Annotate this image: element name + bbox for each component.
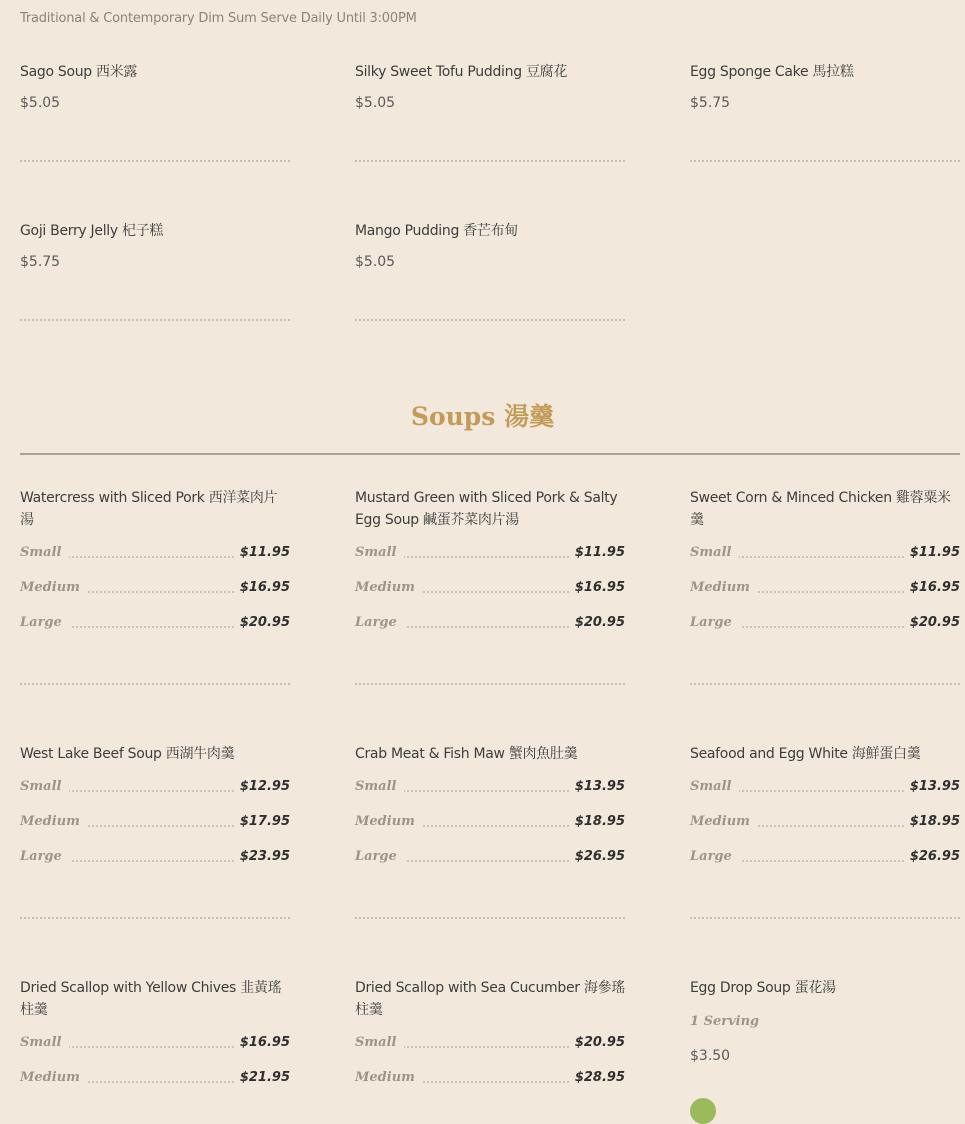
- item-price: $3.50: [690, 1048, 731, 1064]
- item-separator: [20, 160, 290, 162]
- size-label: Medium: [355, 814, 423, 829]
- size-option[interactable]: [690, 814, 960, 849]
- size-option[interactable]: [355, 814, 625, 849]
- size-price: $13.95: [570, 779, 625, 794]
- size-price: $13.95: [905, 779, 960, 794]
- menu-item[interactable]: [355, 487, 625, 650]
- intro-text: Traditional & Contemporary Dim Sum Serve Daily Until 3:00PM: [20, 11, 417, 26]
- item-separator: [355, 319, 625, 321]
- size-options: [355, 1035, 625, 1105]
- size-options: [690, 779, 960, 884]
- size-option[interactable]: [355, 615, 625, 650]
- size-option[interactable]: [355, 545, 625, 580]
- size-option[interactable]: [355, 779, 625, 814]
- item-separator: [20, 683, 290, 685]
- size-label: Large: [20, 849, 70, 864]
- size-option[interactable]: [20, 580, 290, 615]
- size-options: [20, 545, 290, 650]
- item-name: Dried Scallop with Yellow Chives 韭黃瑤柱羹: [20, 980, 282, 1018]
- item-name: Silky Sweet Tofu Pudding 豆腐花: [355, 64, 568, 80]
- serving-label: 1 Serving: [690, 1014, 760, 1029]
- size-option[interactable]: [20, 779, 290, 814]
- size-price: $20.95: [905, 615, 960, 630]
- menu-item[interactable]: [20, 977, 290, 1105]
- menu-item[interactable]: [355, 743, 625, 884]
- size-price: $20.95: [235, 615, 290, 630]
- item-separator: [355, 160, 625, 162]
- size-price: $17.95: [235, 814, 290, 829]
- size-options: [355, 545, 625, 650]
- size-option[interactable]: [690, 615, 960, 650]
- section-title-soups: Soups 湯羹: [410, 402, 555, 431]
- size-option[interactable]: [355, 580, 625, 615]
- size-option[interactable]: [20, 1035, 290, 1070]
- item-name: Dried Scallop with Sea Cucumber 海參瑤柱羹: [355, 980, 625, 1018]
- size-option[interactable]: [20, 615, 290, 650]
- size-price: $18.95: [905, 814, 960, 829]
- size-price: $11.95: [570, 545, 625, 560]
- item-name: Sweet Corn & Minced Chicken 雞蓉粟米羹: [690, 490, 951, 528]
- size-price: $28.95: [570, 1070, 625, 1085]
- size-option[interactable]: [690, 580, 960, 615]
- size-price: $20.95: [570, 1035, 625, 1050]
- size-label: Small: [355, 545, 404, 560]
- size-price: $11.95: [235, 545, 290, 560]
- size-label: Medium: [355, 1070, 423, 1085]
- size-price: $18.95: [570, 814, 625, 829]
- item-separator: [690, 683, 960, 685]
- size-options: [20, 779, 290, 884]
- size-price: $16.95: [235, 1035, 290, 1050]
- item-separator: [20, 319, 290, 321]
- size-option[interactable]: [690, 849, 960, 884]
- item-name: Goji Berry Jelly 杞子糕: [20, 223, 164, 239]
- size-label: Medium: [690, 814, 758, 829]
- menu-item[interactable]: [690, 61, 960, 111]
- item-name: Watercress with Sliced Pork 西洋菜肉片湯: [20, 490, 278, 528]
- menu-item[interactable]: [20, 487, 290, 650]
- size-options: [690, 545, 960, 650]
- size-label: Small: [20, 545, 69, 560]
- size-label: Medium: [20, 814, 88, 829]
- item-name: Crab Meat & Fish Maw 蟹肉魚肚羹: [355, 746, 578, 762]
- size-label: Large: [20, 615, 70, 630]
- size-price: $16.95: [905, 580, 960, 595]
- item-separator: [355, 917, 625, 919]
- item-name: Seafood and Egg White 海鮮蛋白羹: [690, 746, 921, 762]
- size-option[interactable]: [355, 849, 625, 884]
- menu-item[interactable]: [690, 743, 960, 884]
- section-divider: [20, 453, 960, 455]
- item-separator: [20, 917, 290, 919]
- size-options: [355, 779, 625, 884]
- size-label: Small: [355, 779, 404, 794]
- item-price: $5.05: [355, 254, 396, 270]
- size-label: Large: [690, 615, 740, 630]
- menu-item[interactable]: [355, 61, 625, 111]
- size-label: Small: [355, 1035, 404, 1050]
- size-label: Large: [690, 849, 740, 864]
- item-price: $5.75: [20, 254, 61, 270]
- size-option[interactable]: [20, 545, 290, 580]
- size-option[interactable]: [690, 779, 960, 814]
- item-name: Egg Drop Soup 蛋花湯: [690, 980, 836, 996]
- size-price: $20.95: [570, 615, 625, 630]
- menu-item[interactable]: [690, 487, 960, 650]
- size-price: $16.95: [235, 580, 290, 595]
- size-option[interactable]: [20, 849, 290, 884]
- item-separator: [690, 160, 960, 162]
- size-label: Small: [20, 779, 69, 794]
- size-price: $21.95: [235, 1070, 290, 1085]
- item-price: $5.05: [355, 95, 396, 111]
- size-option[interactable]: [355, 1070, 625, 1105]
- size-label: Medium: [355, 580, 423, 595]
- item-price: $5.05: [20, 95, 61, 111]
- size-label: Large: [355, 615, 405, 630]
- size-label: Large: [355, 849, 405, 864]
- item-name: West Lake Beef Soup 西湖牛肉羹: [20, 746, 235, 762]
- menu-item[interactable]: [355, 220, 625, 270]
- menu-item[interactable]: [690, 977, 960, 1064]
- item-name: Sago Soup 西米露: [20, 64, 138, 80]
- size-label: Medium: [20, 580, 88, 595]
- size-option[interactable]: [690, 545, 960, 580]
- menu-item[interactable]: [20, 61, 290, 111]
- size-price: $16.95: [570, 580, 625, 595]
- item-separator: [690, 917, 960, 919]
- menu-item[interactable]: [20, 220, 290, 270]
- size-label: Medium: [690, 580, 758, 595]
- size-price: $11.95: [905, 545, 960, 560]
- menu-item[interactable]: [355, 977, 625, 1105]
- size-price: $26.95: [905, 849, 960, 864]
- item-price: $5.75: [690, 95, 731, 111]
- item-separator: [355, 683, 625, 685]
- size-label: Medium: [20, 1070, 88, 1085]
- size-options: [20, 1035, 290, 1105]
- item-name: Mango Pudding 香芒布甸: [355, 223, 518, 239]
- size-price: $26.95: [570, 849, 625, 864]
- size-price: $23.95: [235, 849, 290, 864]
- item-name: Mustard Green with Sliced Pork & Salty Egg Soup 鹹蛋芥菜肉片湯: [355, 490, 618, 528]
- size-label: Small: [690, 779, 739, 794]
- size-option[interactable]: [20, 1070, 290, 1105]
- size-option[interactable]: [20, 814, 290, 849]
- size-price: $12.95: [235, 779, 290, 794]
- item-name: Egg Sponge Cake 馬拉糕: [690, 64, 854, 80]
- size-label: Small: [20, 1035, 69, 1050]
- menu-item[interactable]: [20, 743, 290, 884]
- size-label: Small: [690, 545, 739, 560]
- size-option[interactable]: [355, 1035, 625, 1070]
- vegetarian-badge-icon: [690, 1098, 716, 1124]
